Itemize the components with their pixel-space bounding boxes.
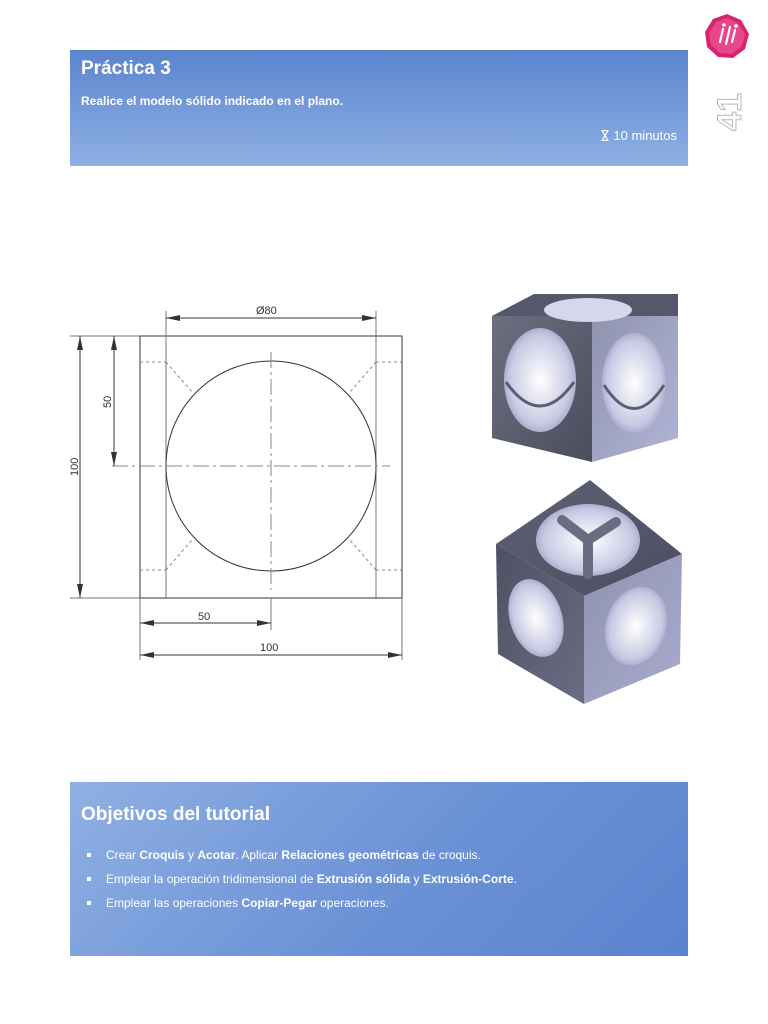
dim-height-half-label: 50	[102, 395, 114, 408]
cube-render-iso	[492, 478, 688, 708]
dim-diameter-label: Ø80	[256, 305, 277, 317]
objective-item: Emplear las operaciones Copiar-Pegar operaciones.	[81, 896, 677, 910]
objectives-title: Objetivos del tutorial	[81, 804, 270, 825]
objectives-banner	[70, 782, 688, 956]
dim-height-total-label: 100	[69, 457, 81, 476]
hourglass-icon	[601, 130, 609, 141]
dim-width-total-label: 100	[260, 642, 279, 654]
logo-icon	[703, 12, 751, 60]
instruction-text: Realice el modelo sólido indicado en el plano.	[81, 94, 344, 108]
technical-drawing	[66, 296, 412, 666]
objective-item: Emplear la operación tridimensional de Extrusión sólida y Extrusión-Corte.	[81, 872, 677, 886]
dim-width-half-label: 50	[198, 611, 211, 623]
page-number: 41	[711, 93, 749, 131]
objectives-list	[81, 848, 677, 910]
objective-item: Crear Croquis y Acotar. Aplicar Relaciones geométricas de croquis.	[81, 848, 677, 862]
time-text: 10 minutos	[613, 128, 677, 143]
page-title: Práctica 3	[81, 58, 171, 79]
cube-render-front	[488, 290, 684, 470]
time-estimate	[601, 128, 677, 143]
header-banner	[70, 50, 688, 166]
